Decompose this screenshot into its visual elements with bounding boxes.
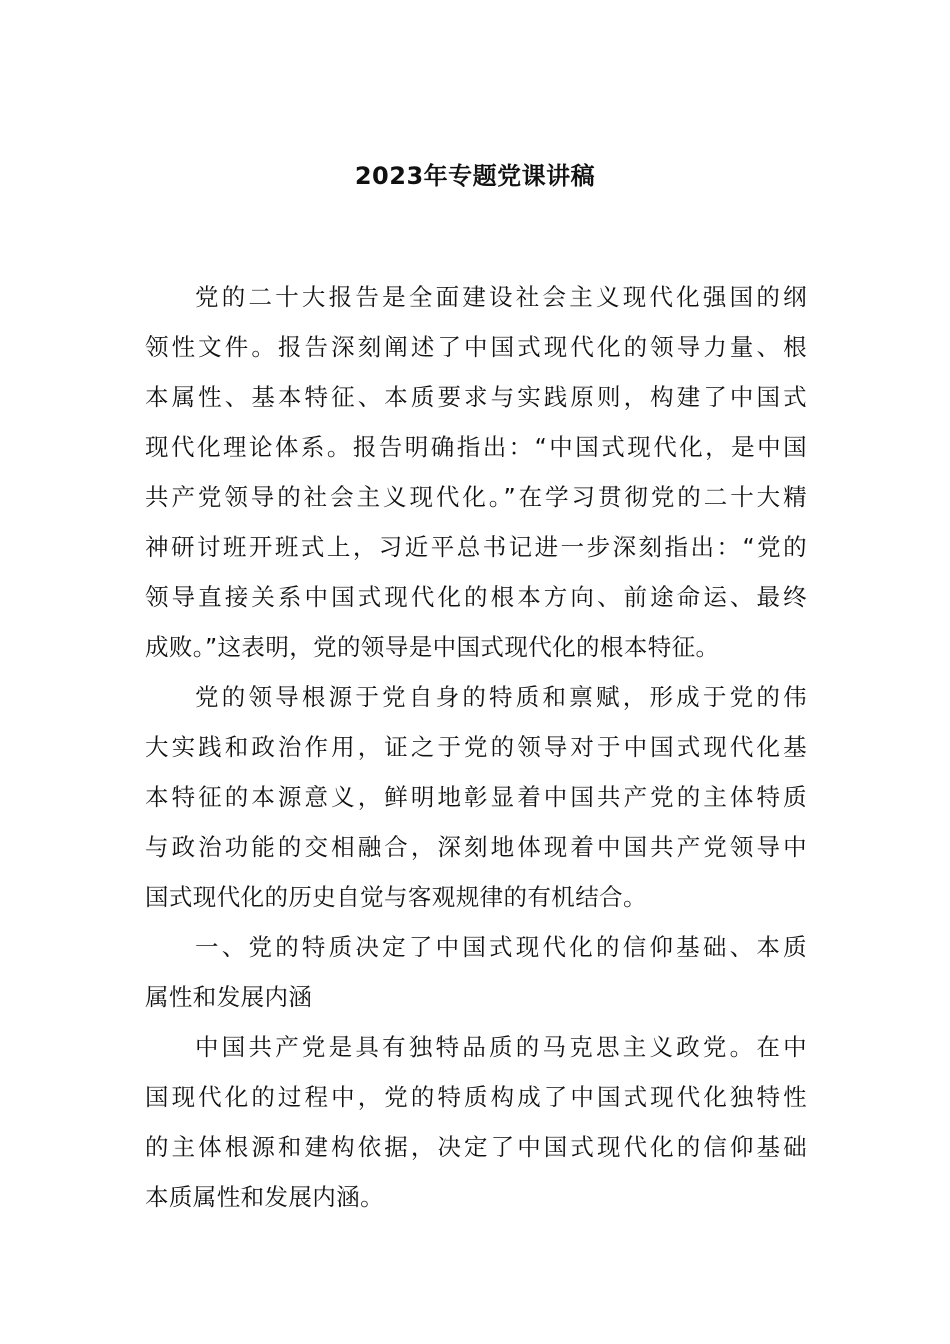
paragraph-line: 本特征的本源意义，鲜明地彰显着中国共产党的主体特质 <box>145 783 807 811</box>
paragraph-line: 共产党领导的社会主义现代化。”在学习贯彻党的二十大精 <box>145 483 807 511</box>
paragraph-line: 党的领导根源于党自身的特质和禀赋，形成于党的伟 <box>195 683 807 711</box>
paragraph-line: 大实践和政治作用，证之于党的领导对于中国式现代化基 <box>145 733 807 761</box>
section-heading-1 <box>145 922 807 1022</box>
paragraph-line: 的主体根源和建构依据，决定了中国式现代化的信仰基础 <box>145 1133 807 1161</box>
paragraph-line: 中国共产党是具有独特品质的马克思主义政党。在中 <box>195 1033 807 1061</box>
paragraph-line: 本质属性和发展内涵。 <box>145 1183 384 1211</box>
paragraph-line: 党的二十大报告是全面建设社会主义现代化强国的纲 <box>195 283 807 311</box>
heading-line: 属性和发展内涵 <box>145 983 313 1011</box>
paragraph-line: 神研讨班开班式上，习近平总书记进一步深刻指出：“党的 <box>145 533 807 561</box>
document-title: 2023年专题党课讲稿 <box>354 162 596 190</box>
paragraph-line: 领性文件。报告深刻阐述了中国式现代化的领导力量、根 <box>145 333 807 361</box>
document-body <box>145 272 807 1222</box>
paragraph-1 <box>145 272 807 672</box>
paragraph-line: 国式现代化的历史自觉与客观规律的有机结合。 <box>145 883 647 911</box>
paragraph-2 <box>145 672 807 922</box>
paragraph-line: 领导直接关系中国式现代化的根本方向、前途命运、最终 <box>145 583 807 611</box>
paragraph-line: 成败。”这表明，党的领导是中国式现代化的根本特征。 <box>145 633 720 661</box>
paragraph-line: 现代化理论体系。报告明确指出：“中国式现代化，是中国 <box>145 433 807 461</box>
paragraph-3 <box>145 1022 807 1222</box>
paragraph-line: 与政治功能的交相融合，深刻地体现着中国共产党领导中 <box>145 833 807 861</box>
paragraph-line: 本属性、基本特征、本质要求与实践原则，构建了中国式 <box>145 383 807 411</box>
paragraph-line: 国现代化的过程中，党的特质构成了中国式现代化独特性 <box>145 1083 807 1111</box>
heading-line: 一、党的特质决定了中国式现代化的信仰基础、本质 <box>195 933 807 961</box>
